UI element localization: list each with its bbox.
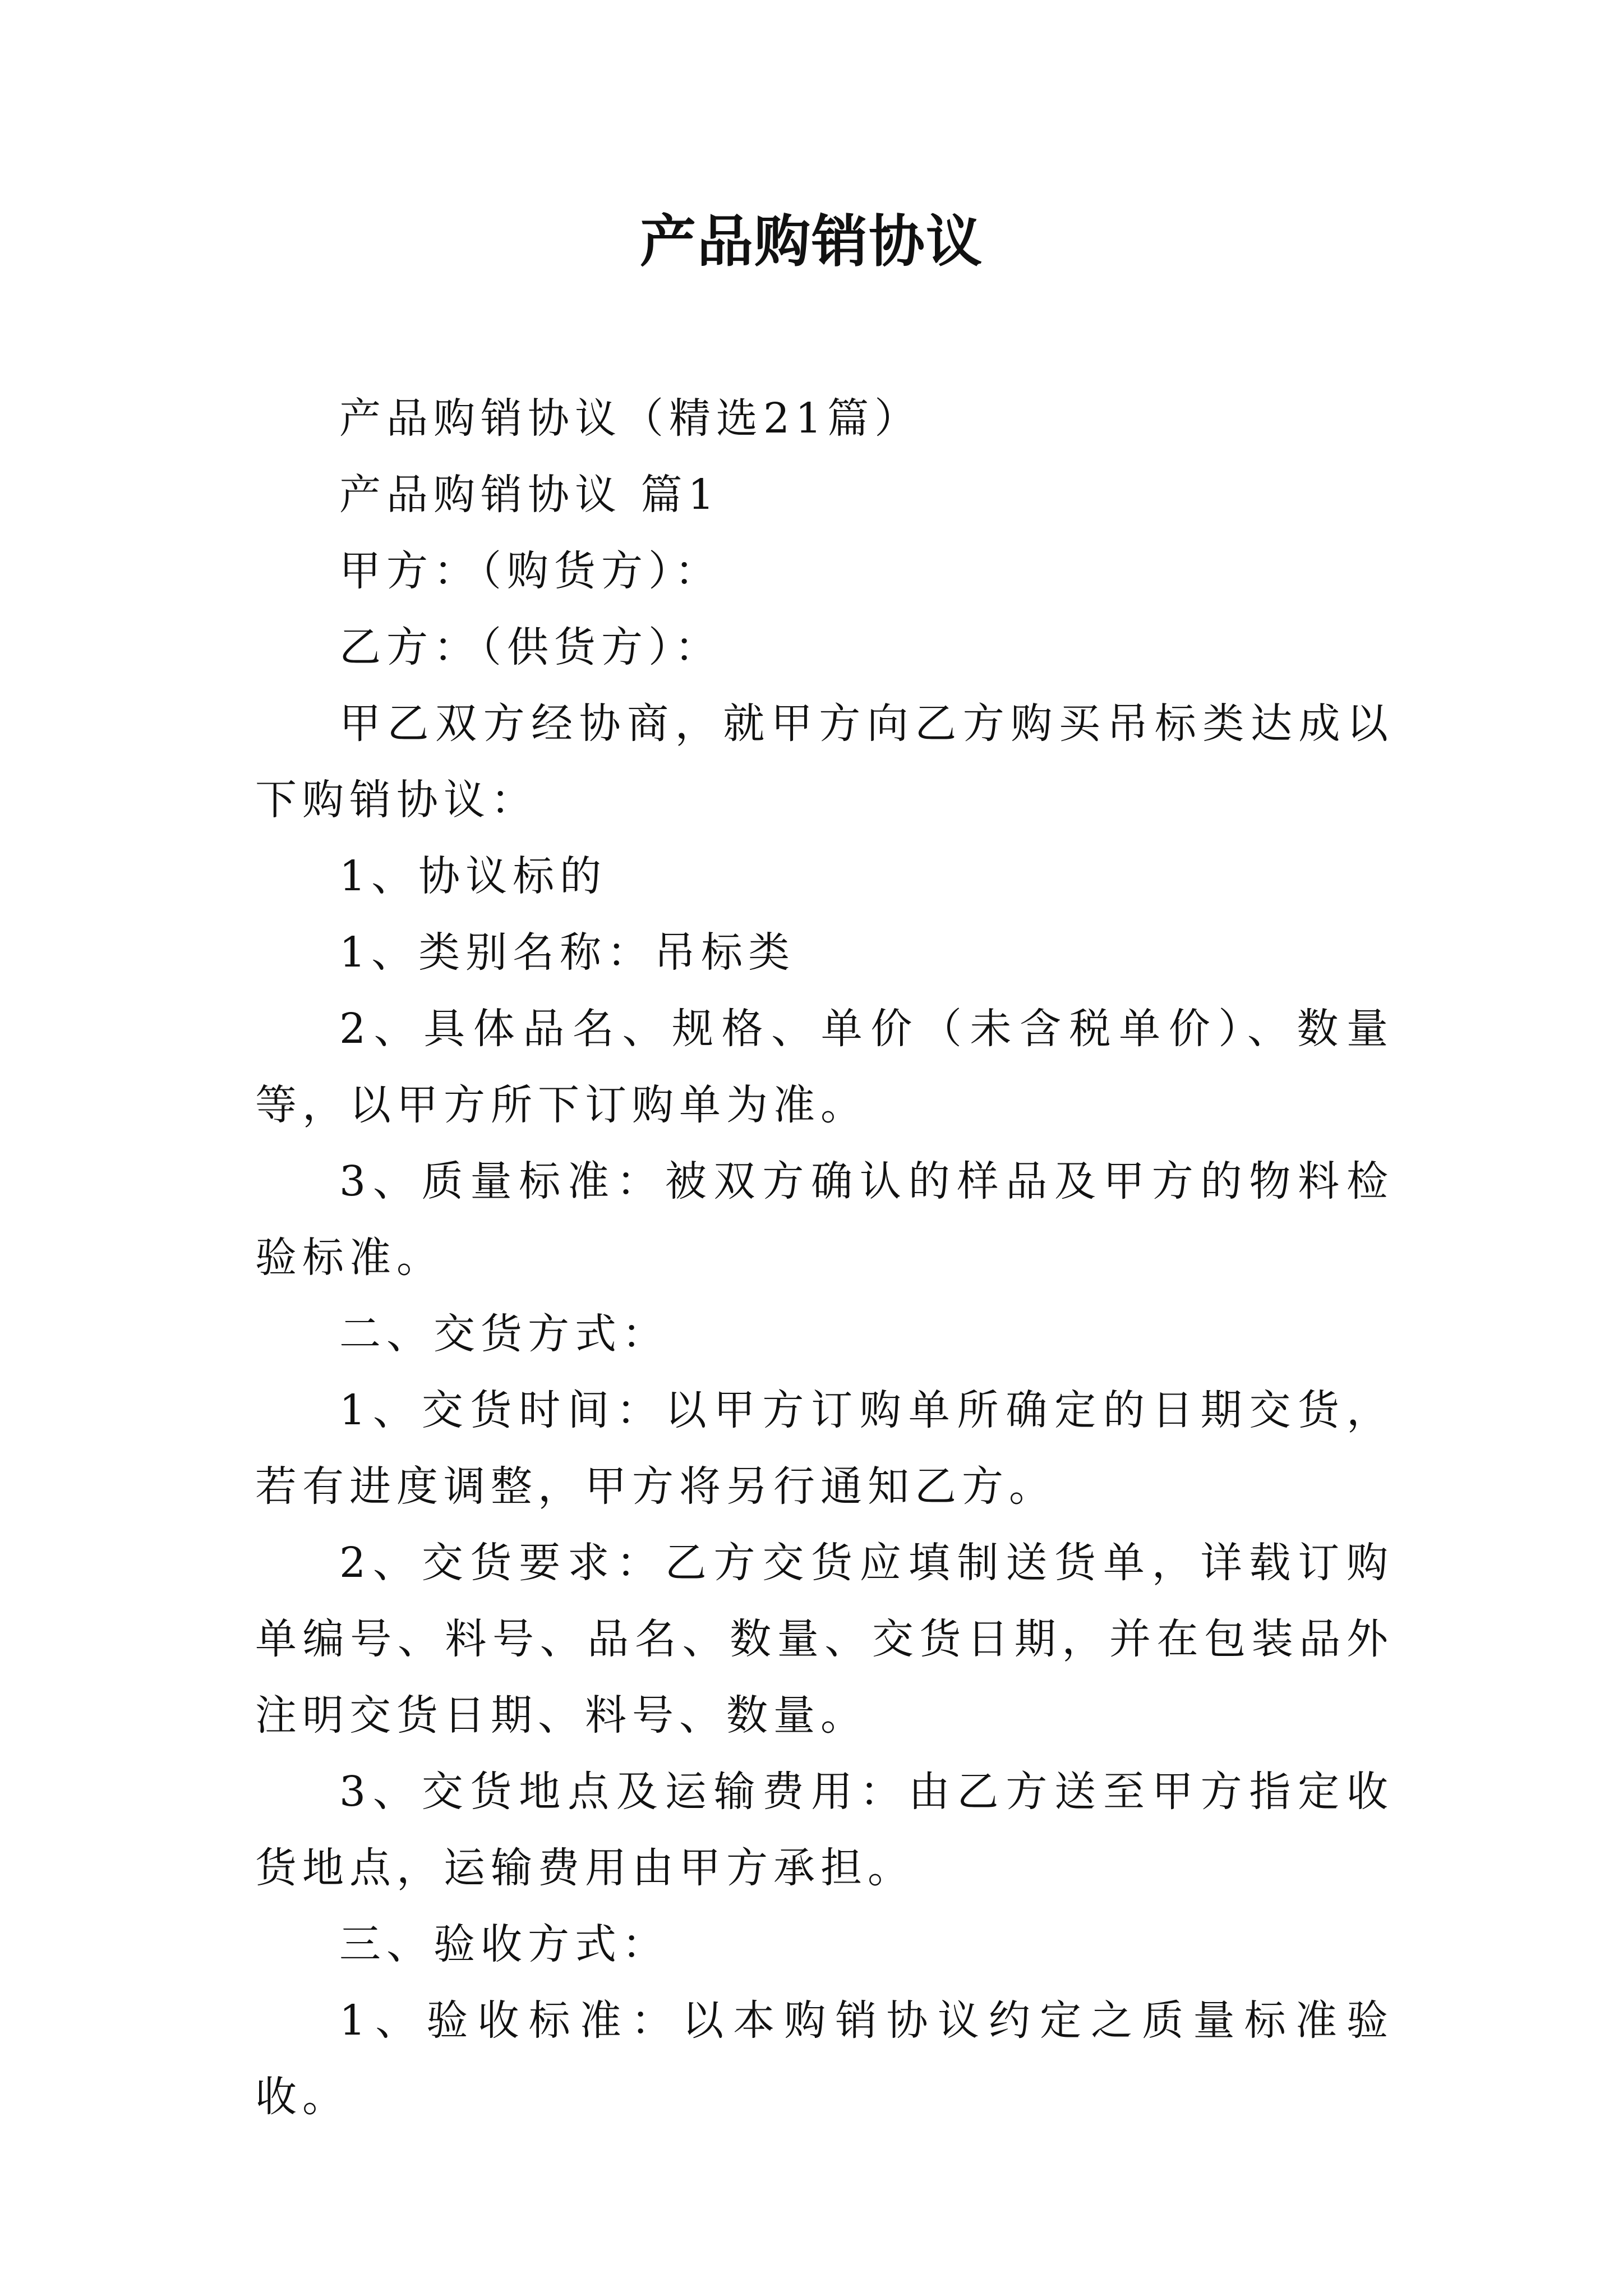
paragraph-delivery-time: 1、交货时间：以甲方订购单所确定的日期交货，若有进度调整，甲方将另行通知乙方。 — [255, 1386, 1394, 1511]
paragraph-section-1-heading: 1、协议标的 — [339, 852, 607, 900]
paragraph-party-b: 乙方：（供货方）： — [339, 623, 722, 671]
paragraph-delivery-requirements: 2、交货要求：乙方交货应填制送货单，详载订购单编号、料号、品名、数量、交货日期，并在包装品外注明交货日期、料号、数量。 — [255, 1539, 1394, 1740]
paragraph-category-name: 1、类别名称：吊标类 — [339, 928, 796, 977]
paragraph-quality-standard: 3、质量标准：被双方确认的样品及甲方的物料检验标准。 — [255, 1157, 1394, 1282]
paragraph-subtitle: 产品购销协议（精选21篇） — [339, 394, 922, 443]
document-body — [255, 380, 1394, 2135]
paragraph-section-2-heading: 二、交货方式： — [339, 1310, 669, 1358]
paragraph-article-heading: 产品购销协议 篇1 — [339, 471, 720, 519]
paragraph-section-3-heading: 三、验收方式： — [339, 1920, 669, 1968]
paragraph-acceptance-standard: 1、验收标准：以本购销协议约定之质量标准验收。 — [255, 1996, 1394, 2121]
paragraph-preamble: 甲乙双方经协商，就甲方向乙方购买吊标类达成以下购销协议： — [255, 700, 1394, 824]
paragraph-party-a: 甲方：（购货方）： — [339, 547, 722, 595]
paragraph-product-details: 2、具体品名、规格、单价（未含税单价）、数量等，以甲方所下订购单为准。 — [255, 1005, 1394, 1129]
document-title: 产品购销协议 — [640, 208, 983, 274]
paragraph-delivery-location: 3、交货地点及运输费用：由乙方送至甲方指定收货地点，运输费用由甲方承担。 — [255, 1768, 1394, 1892]
